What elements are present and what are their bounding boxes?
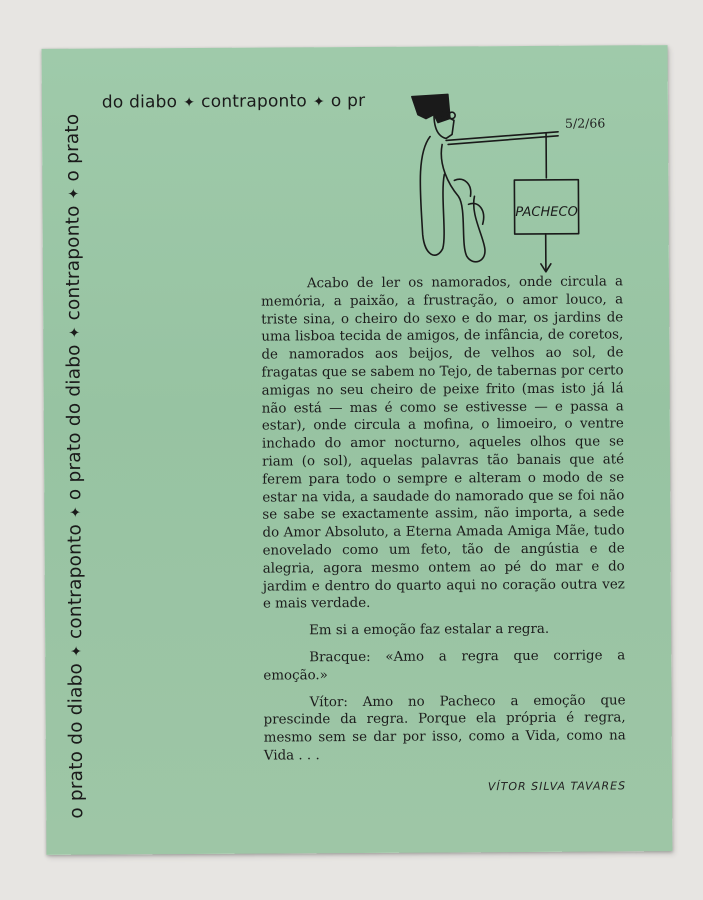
sign-text: PACHECO — [515, 204, 578, 221]
side-text-2: contraponto — [64, 523, 87, 640]
pacheco-caricature-illustration — [408, 84, 578, 275]
separator-icon: ✦ — [68, 506, 85, 519]
side-text-3: o prato do diabo — [63, 344, 86, 501]
separator-icon: ✦ — [69, 644, 86, 657]
separator-icon: ✦ — [312, 94, 325, 111]
side-text-5: o prato — [61, 113, 84, 182]
letter-body — [261, 273, 626, 774]
paragraph-4: Vítor: Amo no Pacheco a emoção que prescinde da regra. Porque ela própria é regra, mesmo sem se dar por isso, como a Vida, como na Vida . . . — [263, 692, 626, 764]
side-text-4: contraponto — [62, 205, 85, 321]
side-strip — [62, 99, 87, 819]
paragraph-1: Acabo de ler os namorados, onde circula a memória, a paixão, a frustração, o amor louco, a triste sina, o cheiro do sexo e do mar, os jardins de uma lisboa tecida de amigos, de infância, de coretos, de namorados aos beijos, de velhos ao sol, de fragatas que se sabem no Tejo, de tabernas por certo amigas no seu cheiro de peixe frito (mas isto já lá não está — mas é como se estivesse — e passa a estar), onde circula a mofina, o limoeiro, o ventre inchado do amor nocturno, aqueles olhos que se riam (o sol), aquelas palavras tão banais que até ferem para todo o sempre e alteram o modo de se estar na vida, a saudade do namorado que se foi não se sabe se exactamente assim, não importa, a sede do Amor Absoluto, a Eterna Amada Amiga Mãe, tudo enovelado como um feto, tão de angústia e de alegria, agora mesmo ontem ao pé do mar e do jardim e dentro do quarto aqui no coração outra vez e mais verdade. — [261, 274, 625, 612]
header-text-1: do diabo — [101, 92, 178, 113]
separator-icon: ✦ — [66, 187, 83, 200]
paragraph-3: Bracque: «Amo a regra que corrige a emoção.» — [263, 648, 626, 684]
side-text-1: o prato do diabo — [65, 662, 88, 819]
header-strip — [102, 91, 366, 113]
date: 5/2/66 — [564, 115, 606, 131]
paper-sheet — [42, 45, 673, 855]
header-text-3: o pr — [330, 90, 366, 112]
header-text-2: contraponto — [201, 91, 308, 112]
separator-icon: ✦ — [67, 326, 84, 339]
paragraph-2: Em si a emoção faz estalar a regra. — [309, 621, 550, 639]
signature: VÍTOR SILVA TAVARES — [487, 779, 627, 794]
separator-icon: ✦ — [183, 94, 196, 112]
